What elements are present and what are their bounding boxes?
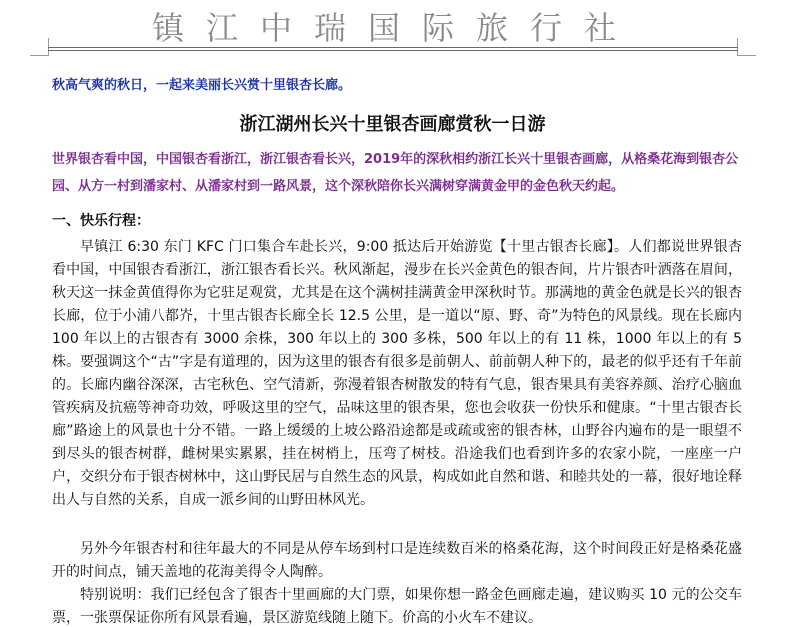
itinerary-paragraph-2: 另外今年银杏村和往年最大的不同是从停车场到村口是连续数百米的格桑花海，这个时间段正好是格桑花盛开的时间点，铺天盖地的花海美得令人陶醉。 (52, 541, 742, 580)
header-rule-top (48, 47, 738, 48)
itinerary-paragraph-1: 早镇江 6:30 东门 KFC 门口集合车赴长兴，9:00 抵达后开始游览【十里古银杏长廊】。人们都说世界银杏看中国，中国银杏看浙江，浙江银杏看长兴。秋风渐起，漫步在长兴金黄色的银杏间，片片银杏叶洒落在眉间，秋天这一抹金黄值得你为它驻足观赏，尤其是在这个满树挂满黄金甲深秋时节。那满地的黄金色就是长兴的银杏长廊，位于小浦八都岕，十里古银杏长廊全长 12.5 公里，是一道以“原、野、奇”为特色的风景线。现在长廊内 100 年以上的古银杏有 3000 余株，300 年以上的 300 多株，500 年以上的有 11 株，1000 年以上的有 5 株。要强调这个“古”字是有道理的，因为这里的银杏有很多是前朝人、前前朝人种下的，最老的似乎还有千年前的。长廊内幽谷深深，古宅秋色、空气清新，弥漫着银杏树散发的特有气息，银杏果具有美容养颜、治疗心脑血管疾病及抗癌等神奇功效，呼吸这里的空气，品味这里的银杏果，您也会收获一份快乐和健康。“十里古银杏长廊”路途上的风景也十分不错。一路上缓缓的上坡公路沿途都是或疏或密的银杏林，山野谷内遍布的是一眼望不到尽头的银杏树群，雌树果实累累，挂在树梢上，压弯了树枝。沿途我们也看到许多的农家小院，一座座一户户，交织分布于银杏树林中，这山野民居与自然生态的风景，构成如此自然和谐、和睦共处的一幕，很好地诠释出人与自然的关系，自成一派乡间的山野田林风光。 (52, 239, 742, 508)
itinerary-paragraph-3: 特别说明：我们已经包含了银杏十里画廊的大门票，如果你想一路金色画廊走遍，建议购买 10 元的公交车票，一张票保证你所有风景看遍，景区游览线随上随下。价高的小火车不建议。 (52, 587, 742, 626)
section-heading-itinerary: 一、快乐行程： (52, 213, 150, 229)
tagline: 秋高气爽的秋日，一起来美丽长兴赏十里银杏长廊。 (52, 78, 352, 93)
crop-mark-left-horizontal (30, 55, 49, 56)
header-rule-bottom (48, 50, 738, 51)
intro-paragraph: 世界银杏看中国，中国银杏看浙江，浙江银杏看长兴，2019年的深秋相约浙江长兴十里银杏画廊，从格桑花海到银杏公园、从方一村到潘家村、从潘家村到一路风景，这个深秋陪你长兴满树穿满黄金甲的金色秋天约起。 (52, 152, 739, 194)
company-header: 镇江中瑞国际旅行社 (151, 9, 638, 47)
crop-mark-right-horizontal (737, 55, 756, 56)
document-title: 浙江湖州长兴十里银杏画廊赏秋一日游 (239, 114, 546, 135)
